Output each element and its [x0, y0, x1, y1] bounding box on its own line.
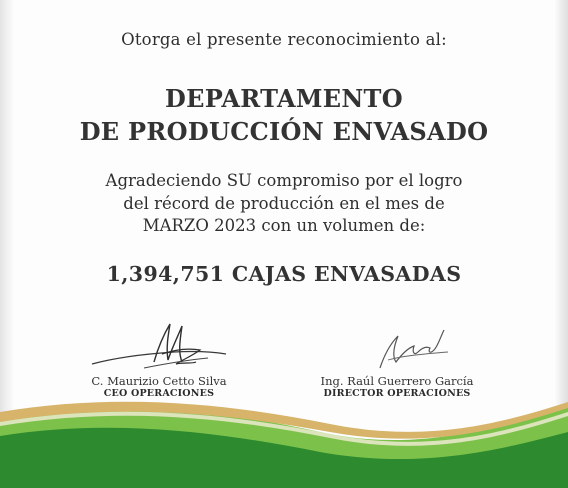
- signature-block-director: [282, 318, 512, 400]
- production-volume: 1,394,751 CAJAS ENVASADAS: [106, 262, 462, 286]
- ceo-signature-icon: [84, 318, 234, 374]
- acknowledgement-text: [0, 170, 568, 238]
- department-line-2: DE PRODUCCIÓN ENVASADO: [79, 117, 489, 146]
- acknowledgement-line-2: del récord de producción en el mes de: [123, 193, 445, 213]
- acknowledgement-line-3: MARZO 2023 con un volumen de:: [142, 216, 426, 235]
- signature-block-ceo: [44, 318, 274, 400]
- director-signature-icon: [322, 318, 472, 374]
- department-name: [0, 82, 568, 148]
- intro-text: Otorga el presente reconocimiento al:: [121, 30, 447, 49]
- decorative-wave-footer: [0, 392, 568, 488]
- director-title: DIRECTOR OPERACIONES: [323, 388, 471, 399]
- acknowledgement-line-1: Agradeciendo SU compromiso por el logro: [105, 171, 463, 190]
- ceo-title: CEO OPERACIONES: [103, 388, 215, 399]
- department-line-1: DEPARTAMENTO: [165, 84, 403, 113]
- ceo-name: C. Maurizio Cetto Silva: [91, 374, 227, 388]
- director-name: Ing. Raúl Guerrero García: [320, 374, 474, 388]
